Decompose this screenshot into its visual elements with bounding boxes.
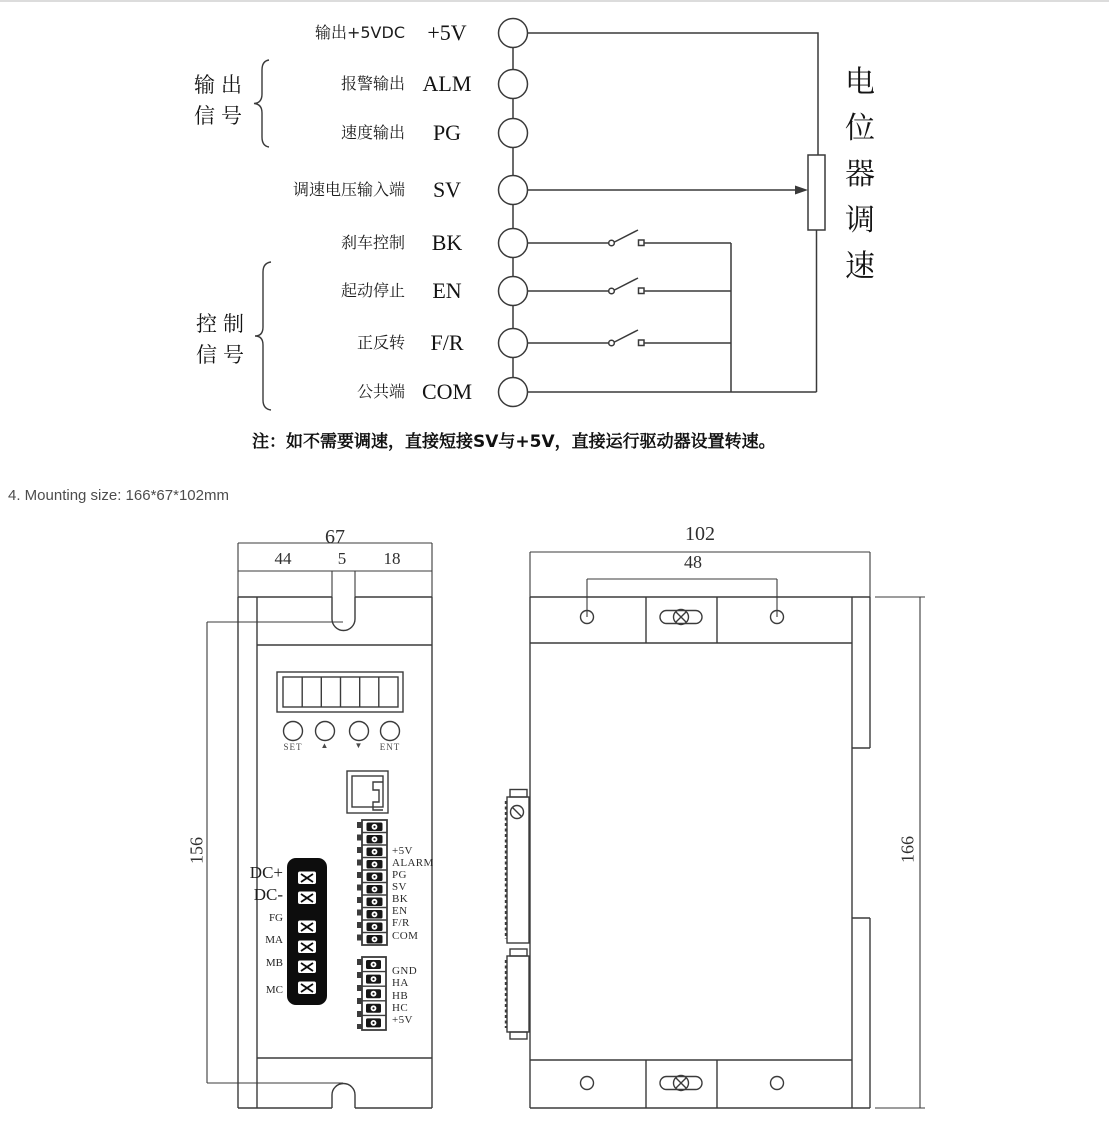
front-left-dim: 44 xyxy=(274,549,292,568)
terminal-circle-5v xyxy=(499,19,528,48)
side-strip-dividers xyxy=(646,597,717,1108)
hall-label-5v: +5V xyxy=(392,1014,413,1026)
terminal-circle-com xyxy=(499,378,528,407)
mounting-drawings xyxy=(0,520,1109,1130)
potentiometer-body xyxy=(808,155,825,230)
output-signals-group-label: 输出信号 xyxy=(194,73,248,128)
power-label-dcplus: DC+ xyxy=(249,863,283,882)
power-label-fg: FG xyxy=(268,912,283,924)
wiring-note: 注：如不需要调速，直接短接SV与+5V，直接运行驱动器设置转速。 xyxy=(252,432,776,452)
terminal-code-com: COM xyxy=(421,379,473,404)
ent-button-label: ENT xyxy=(379,742,401,752)
io-label-en: EN xyxy=(392,905,408,917)
switch-fr xyxy=(609,330,644,346)
ent-button xyxy=(381,722,400,741)
front-right-dim: 18 xyxy=(383,549,401,568)
side-connector-short xyxy=(506,949,529,1039)
terminal-circle-alm xyxy=(499,70,528,99)
io-label-fr: F/R xyxy=(392,917,410,929)
hall-label-gnd: GND xyxy=(392,965,418,977)
terminal-code-bk: BK xyxy=(431,230,463,255)
terminal-code-sv: SV xyxy=(432,177,462,202)
switch-bk xyxy=(609,230,644,246)
wiring-diagram xyxy=(0,0,1109,475)
panel-buttons xyxy=(284,722,400,741)
terminal-circle-en xyxy=(499,277,528,306)
mounting-slots xyxy=(660,610,702,1091)
terminal-desc-alm: 报警输出 xyxy=(340,74,405,93)
side-depth-dim: 102 xyxy=(685,523,715,545)
set-button xyxy=(284,722,303,741)
potentiometer-label: 电位器调速 xyxy=(845,65,875,284)
io-label-com: COM xyxy=(392,930,419,942)
control-signals-group-label: 控制信号 xyxy=(196,312,250,367)
power-label-ma: MA xyxy=(265,934,283,946)
side-view-drawing xyxy=(506,552,925,1108)
side-height-dim: 166 xyxy=(897,836,918,863)
front-top-notch xyxy=(332,597,355,631)
terminal-desc-pg: 速度输出 xyxy=(340,123,405,142)
terminal-circle-sv xyxy=(499,176,528,205)
side-holespan-dim: 48 xyxy=(684,552,702,572)
side-dimension-lines xyxy=(530,552,925,1108)
io-label-bk: BK xyxy=(392,893,409,905)
up-triangle-icon: ▲ xyxy=(320,741,330,750)
io-label-alarm: ALARM xyxy=(392,857,434,869)
hall-label-hc: HC xyxy=(392,1002,409,1014)
front-height-dim: 156 xyxy=(186,837,207,864)
rj45-port xyxy=(347,771,388,813)
switch-en xyxy=(609,278,644,294)
side-connector-tall xyxy=(506,790,529,944)
terminal-circle-bk xyxy=(499,229,528,258)
terminal-code-en: EN xyxy=(432,278,462,303)
front-bottom-notch xyxy=(332,1084,355,1109)
terminal-desc-fr: 正反转 xyxy=(356,333,405,352)
sv-arrowhead-icon xyxy=(795,186,808,195)
io-label-sv: SV xyxy=(392,881,407,893)
io-label-5v: +5V xyxy=(392,845,413,857)
power-label-mc: MC xyxy=(265,984,283,996)
hall-label-ha: HA xyxy=(392,977,409,989)
power-label-mb: MB xyxy=(265,957,283,969)
terminal-desc-sv: 调速电压输入端 xyxy=(292,180,405,199)
terminal-circle-pg xyxy=(499,119,528,148)
up-button xyxy=(316,722,335,741)
segment-display xyxy=(277,672,403,712)
hall-label-hb: HB xyxy=(392,990,409,1002)
down-triangle-icon: ▼ xyxy=(354,741,364,750)
down-button xyxy=(350,722,369,741)
side-back-rail-top xyxy=(852,597,870,748)
power-label-dcminus: DC- xyxy=(253,885,283,904)
wire-5v xyxy=(528,33,819,155)
terminal-desc-en: 起动停止 xyxy=(340,281,405,300)
terminal-code-pg: PG xyxy=(432,120,462,145)
section-title: 4. Mounting size: 166*67*102mm xyxy=(8,487,229,504)
mounting-holes xyxy=(581,611,784,1090)
set-button-label: SET xyxy=(283,742,303,752)
terminal-code-alm: ALM xyxy=(422,71,472,96)
terminal-desc-5v: 输出+5VDC xyxy=(314,23,405,42)
terminal-desc-bk: 刹车控制 xyxy=(340,233,405,252)
terminal-code-fr: F/R xyxy=(430,330,464,355)
terminal-desc-com: 公共端 xyxy=(356,382,405,401)
front-width-dim: 67 xyxy=(325,526,345,548)
side-back-rail-bottom xyxy=(852,918,870,1108)
terminal-circle-fr xyxy=(499,329,528,358)
terminal-code-5v: +5V xyxy=(427,20,467,45)
io-label-pg: PG xyxy=(392,869,407,881)
front-slot-dim: 5 xyxy=(337,549,347,568)
